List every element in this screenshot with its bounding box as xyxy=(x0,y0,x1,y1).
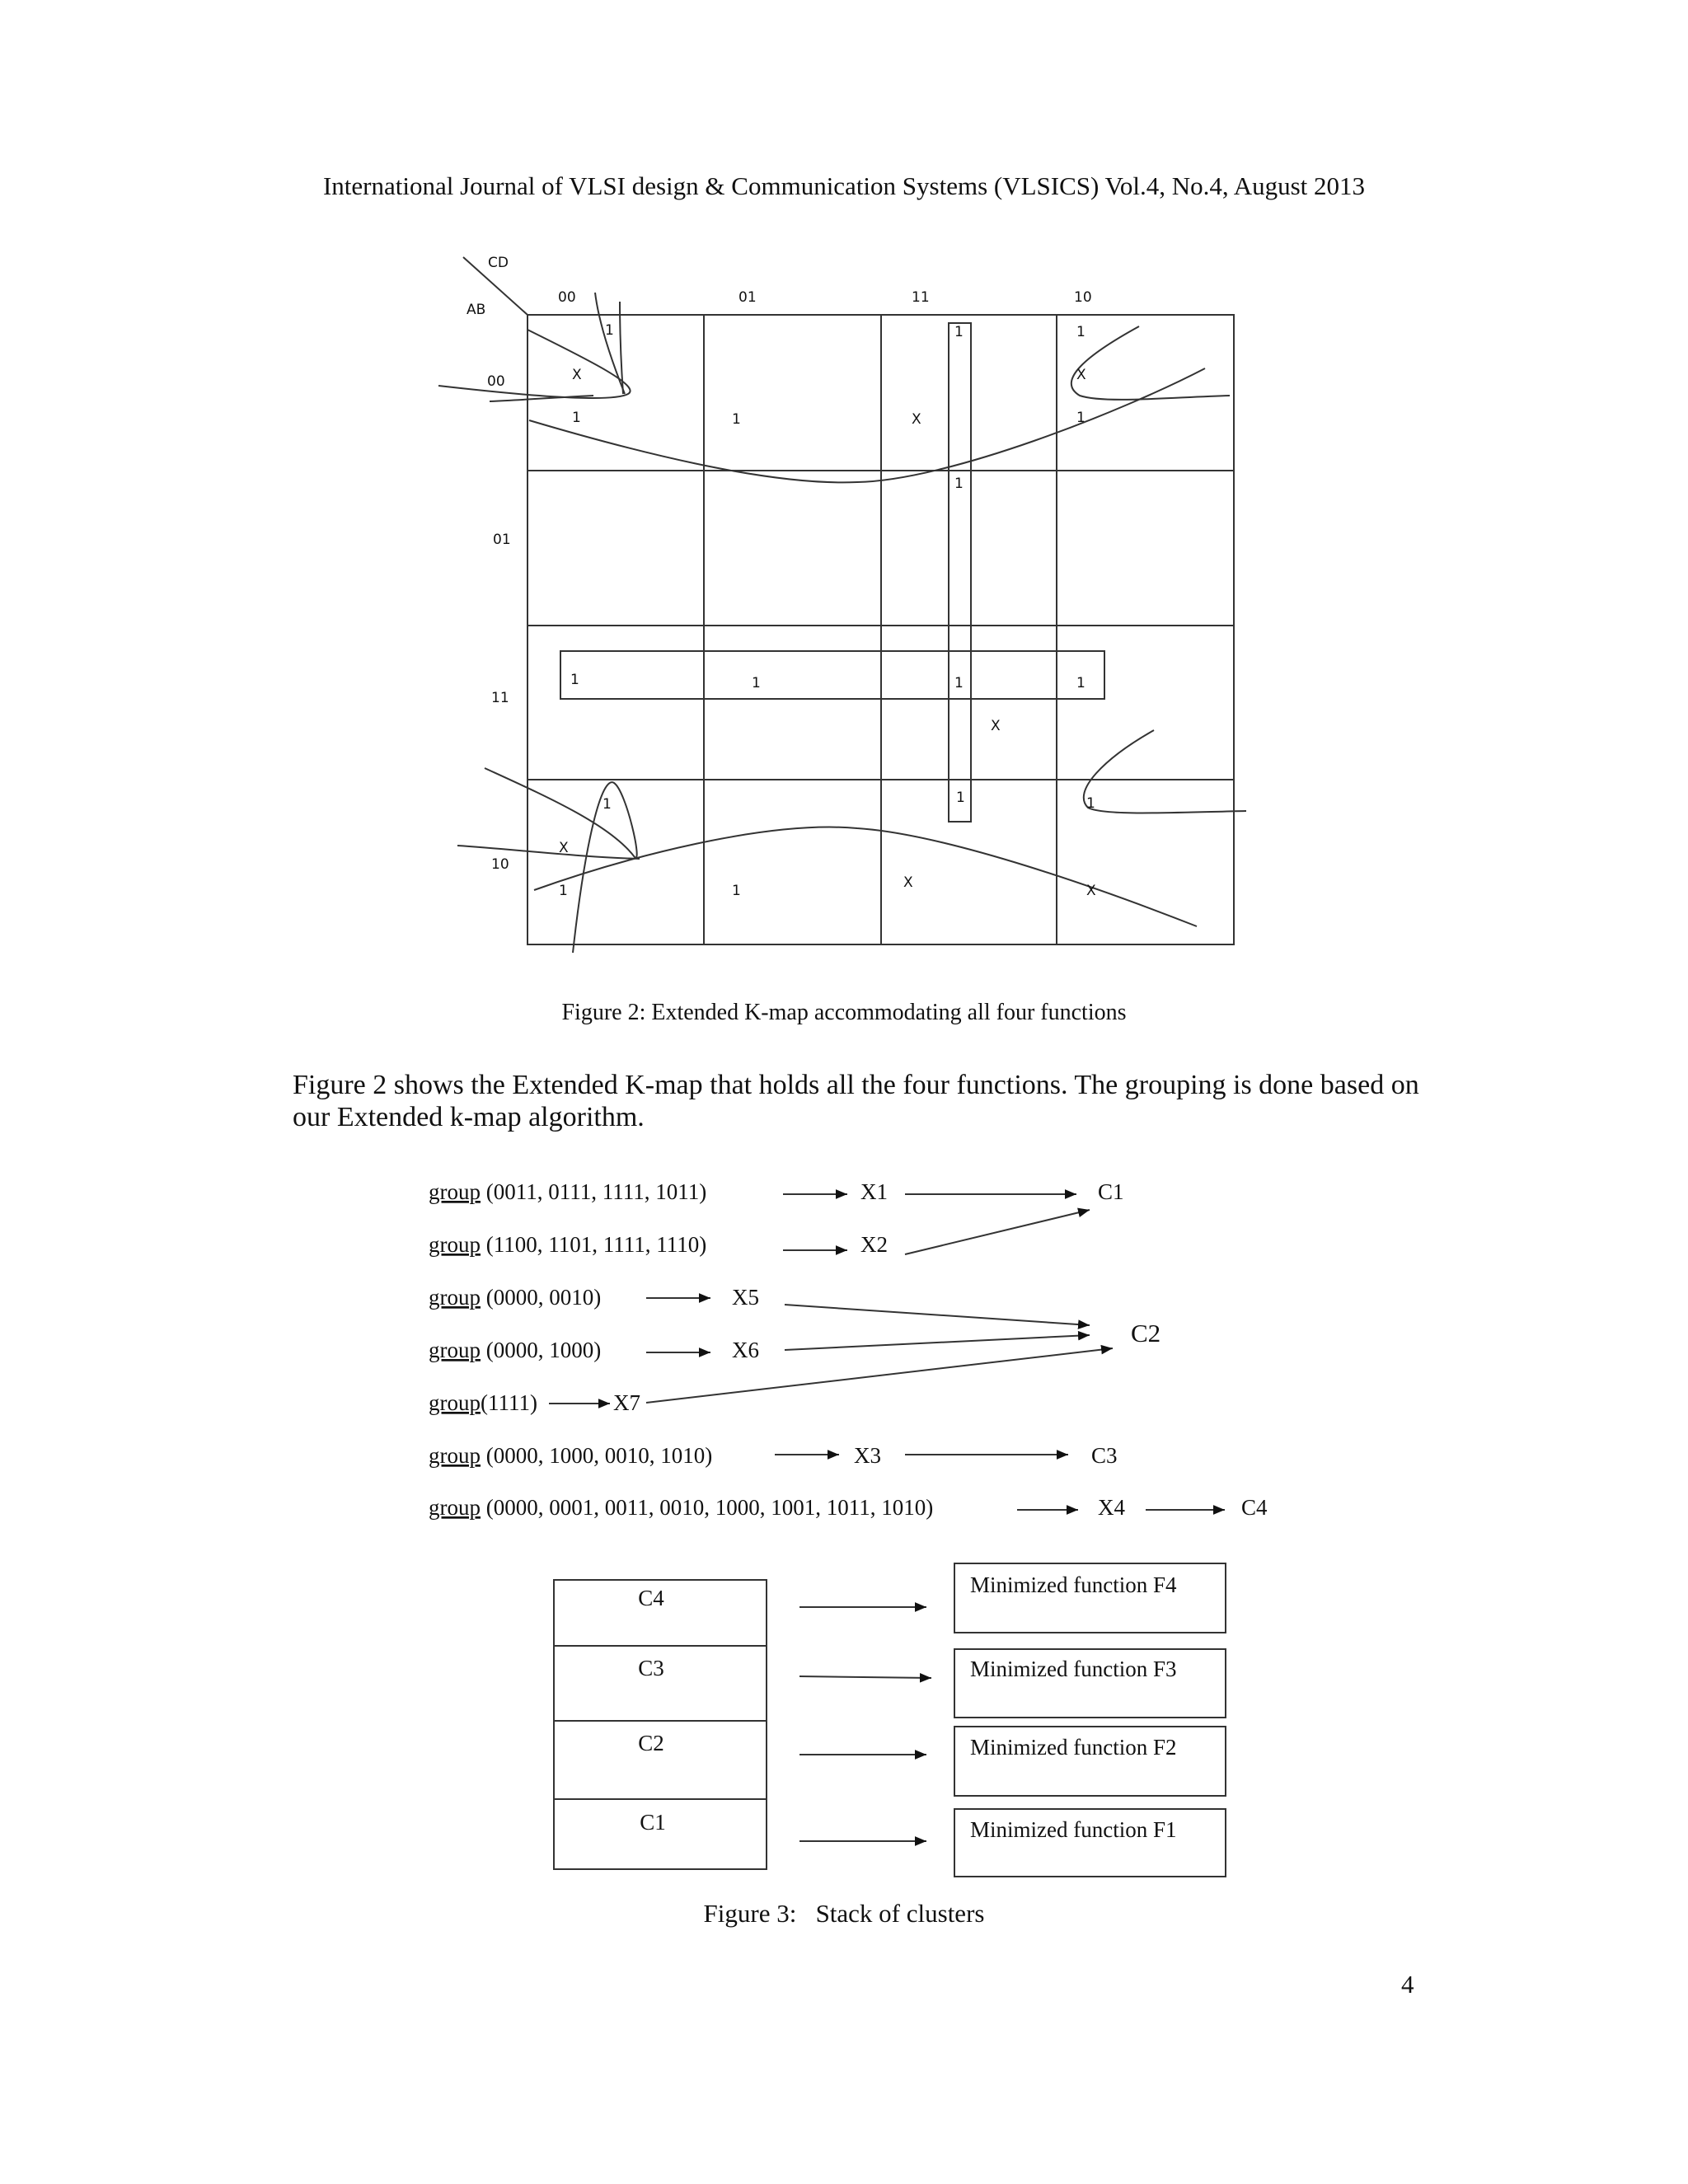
result-text-f3: Minimized function F3 xyxy=(970,1657,1177,1681)
kmap-cell-value: 1 xyxy=(1076,675,1085,691)
x-label: X1 xyxy=(860,1179,888,1204)
kmap-cell-value: X xyxy=(1086,883,1096,899)
journal-header: International Journal of VLSI design & Communication Systems (VLSICS) Vol.4, No.4, August 2013 xyxy=(322,171,1366,200)
x-label: X2 xyxy=(860,1232,888,1257)
group-row-1: group (0011, 0111, 1111, 1011) xyxy=(429,1179,707,1204)
kmap-cell-value: X xyxy=(903,874,913,891)
x-label: X7 xyxy=(613,1390,640,1415)
kmap-cell-value: 1 xyxy=(559,883,568,899)
cluster-label: C4 xyxy=(1241,1495,1268,1520)
kmap-cell-value: 1 xyxy=(1076,410,1085,426)
group-row-2: group (1100, 1101, 1111, 1110) xyxy=(429,1232,707,1257)
kmap-cell-value: 1 xyxy=(752,675,761,691)
group-row-5: group(1111) xyxy=(429,1390,537,1415)
cluster-label: C2 xyxy=(1131,1319,1161,1347)
kmap-cell-value: 1 xyxy=(732,883,741,899)
arrow xyxy=(785,1335,1090,1350)
kmap-col-header: 10 xyxy=(1074,289,1092,306)
cluster-stack xyxy=(554,1580,767,1869)
arrow xyxy=(905,1210,1090,1254)
group-row-3: group (0000, 0010) xyxy=(429,1285,602,1310)
arrow xyxy=(799,1676,931,1678)
kmap-row-header: 11 xyxy=(491,690,509,706)
kmap-cell-value: 1 xyxy=(954,476,964,492)
kmap-cell-value: 1 xyxy=(603,796,612,813)
result-text-f4: Minimized function F4 xyxy=(970,1572,1177,1597)
x-label: X5 xyxy=(732,1285,759,1310)
kmap-row-header: 00 xyxy=(487,373,505,390)
body-paragraph: Figure 2 shows the Extended K-map that holds all the four functions. The grouping is done based on our Extended k-map algorithm. xyxy=(293,1070,1419,1132)
kmap-cell-value: X xyxy=(991,718,1001,734)
kmap-col-header: 11 xyxy=(912,289,930,306)
figure-3-caption: Figure 3: Stack of clusters xyxy=(703,1899,985,1928)
group-row-7: group (0000, 0001, 0011, 0010, 1000, 1001, 1011, 1010) xyxy=(429,1495,934,1520)
x-label: X3 xyxy=(854,1443,881,1468)
stack-cell-c3: C3 xyxy=(638,1656,664,1680)
kmap-cell-value: 1 xyxy=(954,675,964,691)
stack-cell-c1: C1 xyxy=(640,1810,666,1835)
kmap-col-header: 01 xyxy=(738,289,757,306)
kmap-cell-value: 1 xyxy=(956,790,965,806)
kmap-cell-value: 1 xyxy=(1076,324,1085,340)
result-text-f1: Minimized function F1 xyxy=(970,1817,1177,1842)
cluster-label: C3 xyxy=(1091,1443,1118,1468)
page-number: 4 xyxy=(1401,1970,1414,1999)
arrow xyxy=(785,1305,1090,1325)
kmap-cell-value: 1 xyxy=(954,324,964,340)
kmap-col-var: CD xyxy=(488,255,509,271)
kmap-cell-value: X xyxy=(572,367,582,383)
figure-2-caption: Figure 2: Extended K-map accommodating all four functions xyxy=(561,1000,1127,1025)
x-label: X4 xyxy=(1098,1495,1125,1520)
kmap-cell-value: 1 xyxy=(570,672,579,688)
kmap-row-var: AB xyxy=(467,302,486,318)
kmap-cell-value: 1 xyxy=(572,410,581,426)
kmap-cell-value: 1 xyxy=(732,411,741,428)
x-label: X6 xyxy=(732,1338,759,1362)
stack-cell-c4: C4 xyxy=(638,1586,664,1610)
kmap-row-header: 10 xyxy=(491,856,509,873)
kmap-cell-value: X xyxy=(912,411,921,428)
stack-cell-c2: C2 xyxy=(638,1731,664,1755)
result-text-f2: Minimized function F2 xyxy=(970,1735,1177,1760)
arrow xyxy=(646,1348,1113,1403)
kmap-cell-value: X xyxy=(559,840,569,856)
cluster-label: C1 xyxy=(1098,1179,1124,1204)
group-row-4: group (0000, 1000) xyxy=(429,1338,602,1362)
kmap-cell-value: X xyxy=(1076,367,1086,383)
group-row-6: group (0000, 1000, 0010, 1010) xyxy=(429,1443,713,1468)
kmap-cell-value: 1 xyxy=(1086,795,1095,812)
kmap-row-header: 01 xyxy=(493,532,511,548)
kmap-cell-value: 1 xyxy=(605,322,614,339)
kmap-col-header: 00 xyxy=(558,289,576,306)
